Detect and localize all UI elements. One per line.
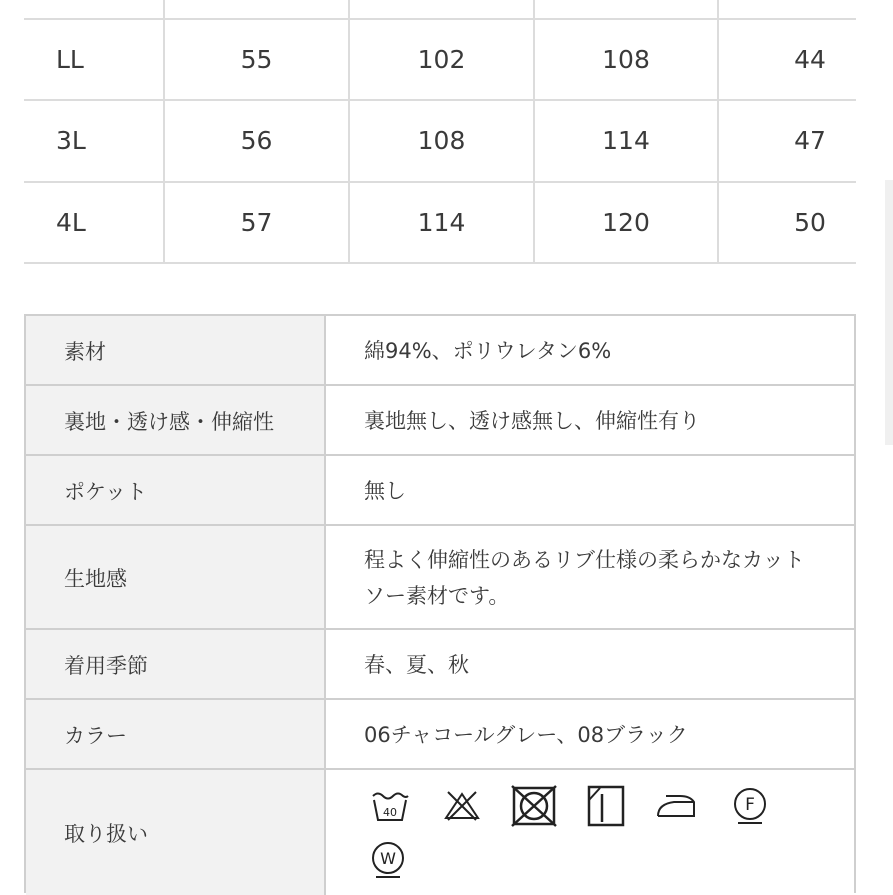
size-row (24, 183, 856, 263)
spec-table (24, 314, 856, 893)
scrollbar-track[interactable] (885, 180, 893, 445)
size-value: 102 (417, 45, 466, 74)
size-label: 3L (56, 126, 86, 155)
spec-value: 綿94%、ポリウレタン6% (364, 339, 612, 363)
spec-value: 春、夏、秋 (364, 653, 469, 677)
wet-clean-letter: W (380, 849, 396, 868)
size-value: 114 (417, 208, 466, 237)
size-label: LL (56, 45, 84, 74)
spec-row-material (26, 316, 854, 386)
spec-row-fabric (26, 526, 854, 630)
size-row (24, 101, 856, 181)
no-bleach-icon (442, 788, 482, 824)
size-value: 114 (602, 126, 650, 155)
spec-label: ポケット (26, 456, 326, 526)
size-value: 50 (794, 208, 826, 237)
size-value: 55 (240, 45, 273, 74)
size-value: 57 (240, 208, 273, 237)
size-value: 108 (602, 45, 650, 74)
spec-row-care (26, 770, 854, 895)
spec-label: 取り扱い (26, 770, 326, 895)
spec-row-season (26, 630, 854, 700)
size-value: 56 (240, 126, 273, 155)
spec-label: 生地感 (26, 526, 326, 630)
wash-40-icon (370, 788, 410, 824)
wet-clean-w-icon (368, 840, 408, 880)
spec-row-lining (26, 386, 854, 456)
spec-row-pocket (26, 456, 854, 526)
dry-clean-f-icon (730, 786, 770, 826)
spec-row-color (26, 700, 854, 770)
line-dry-shade-icon (586, 784, 626, 828)
spec-label: 着用季節 (26, 630, 326, 700)
wash-temp: 40 (383, 806, 397, 819)
no-tumble-dry-icon (510, 784, 558, 828)
size-row (24, 20, 856, 100)
size-label: 4L (56, 208, 86, 237)
size-value: 108 (417, 126, 466, 155)
spec-label: 裏地・透け感・伸縮性 (26, 386, 326, 456)
spec-label: 素材 (26, 316, 326, 386)
size-value: 47 (794, 126, 826, 155)
size-value: 44 (794, 45, 826, 74)
size-value: 120 (602, 208, 650, 237)
spec-value: 程よく伸縮性のあるリブ仕様の柔らかなカットソー素材です。 (364, 548, 805, 608)
spec-value: 裏地無し、透け感無し、伸縮性有り (364, 409, 700, 433)
iron-low-icon (654, 790, 698, 822)
spec-value: 06チャコールグレー、08ブラック (364, 723, 688, 747)
dry-clean-letter: F (745, 795, 755, 815)
spec-value: 無し (364, 479, 406, 503)
spec-label: カラー (26, 700, 326, 770)
size-table (24, 0, 856, 264)
